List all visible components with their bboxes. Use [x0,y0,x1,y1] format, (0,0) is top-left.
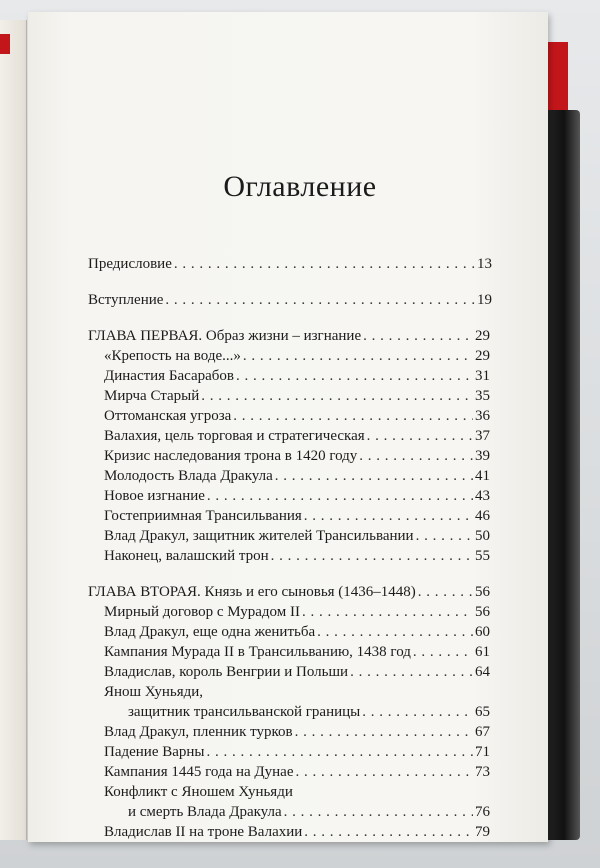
toc-entry-label: Оттоманская угроза [104,408,232,424]
toc-entry-label: Владислав II на троне Валахии [104,824,303,840]
leader-dots [201,388,473,405]
toc-entry-page: 61 [475,644,490,660]
toc-entry-label: Мирча Старый [104,388,200,404]
leader-dots [233,408,473,425]
toc-entry [104,468,490,485]
leader-dots [284,804,473,821]
toc-entry [128,704,490,721]
leader-dots [304,508,473,525]
toc-entry [104,448,490,465]
toc-entry-label: Молодость Влада Дракула [104,468,273,484]
leader-dots [317,624,473,641]
toc-entry-page: 65 [475,704,490,720]
leader-dots [207,488,473,505]
toc-entry [104,604,490,621]
leader-dots [416,528,473,545]
toc-entry [104,548,490,565]
toc-entry [104,824,490,841]
leader-dots [275,468,473,485]
toc-entry-page: 36 [475,408,490,424]
toc-entry-page: 73 [475,764,490,780]
leader-dots [350,664,473,681]
toc-entry-label: ГЛАВА ВТОРАЯ. Князь и его сыновья (1436–1448) [88,584,416,600]
toc-entry-label: Влад Дракул, пленник турков [104,724,293,740]
toc-entry [104,764,490,781]
toc-entry [88,292,492,309]
toc-entry [104,408,490,425]
toc-entry-label: ГЛАВА ПЕРВАЯ. Образ жизни – изгнание [88,328,362,344]
leader-dots [304,824,473,841]
toc-entry-label: Янош Хуньяди, [104,684,204,700]
leader-dots [243,348,473,365]
toc-entry-label: Мирный договор с Мурадом II [104,604,300,620]
toc-entry-page: 43 [475,488,490,504]
toc-entry-page: 35 [475,388,490,404]
toc-entry-page: 39 [475,448,490,464]
toc-entry-label: Кампания 1445 года на Дунае [104,764,294,780]
toc-entry-page: 60 [475,624,490,640]
toc-entry-label: Падение Варны [104,744,205,760]
leader-dots [271,548,473,565]
leader-dots [362,704,473,721]
toc-chapter-entry [88,584,490,601]
toc-entry-label: Влад Дракул, защитник жителей Трансильвании [104,528,414,544]
toc-entry [104,508,490,525]
leader-dots [174,256,475,273]
toc-entry-label: Новое изгнание [104,488,205,504]
leader-dots [295,724,473,741]
toc-entry-page: 55 [475,548,490,564]
toc-entry-label: Наконец, валашский трон [104,548,269,564]
leader-dots [302,604,473,621]
toc-entry [128,804,490,821]
toc-chapter-entry [88,328,490,345]
toc-entry-page: 37 [475,428,490,444]
leader-dots [359,448,473,465]
toc-entry-page: 50 [475,528,490,544]
toc-entry [104,488,490,505]
toc-entry-label: Предисловие [88,256,172,272]
toc-entry [104,644,490,661]
toc-entry-label: «Крепость на воде...» [104,348,241,364]
leader-dots [165,292,475,309]
toc-entry-page: 56 [475,584,490,600]
toc-entry-page: 56 [475,604,490,620]
toc-entry [104,368,490,385]
leader-dots [296,764,474,781]
toc-entry-label: Кампания Мурада II в Трансильванию, 1438 год [104,644,411,660]
toc-entry [104,428,490,445]
toc-entry-page: 76 [475,804,490,820]
toc-entry-page: 29 [475,348,490,364]
toc-entry [104,724,490,741]
toc-entry-label: и смерть Влада Дракула [128,804,282,820]
toc-entry [104,348,490,365]
toc-entry-page: 19 [477,292,492,308]
toc-entry-page: 71 [475,744,490,760]
toc-entry-page: 13 [477,256,492,272]
leader-dots [418,584,473,601]
leader-dots [207,744,473,761]
toc-entry-page: 41 [475,468,490,484]
page-title: Оглавление [223,170,377,203]
leader-dots [236,368,473,385]
toc-entry-page: 67 [475,724,490,740]
toc-entry [104,744,490,761]
toc-entry-page: 64 [475,664,490,680]
toc-entry [104,528,490,545]
toc-entry-label: Кризис наследования трона в 1420 году [104,448,358,464]
toc-entry-page: 29 [475,328,490,344]
leader-dots [413,644,473,661]
toc-entry [104,624,490,641]
toc-entry-label: защитник трансильванской границы [128,704,361,720]
toc-entry-label: Гостеприимная Трансильвания [104,508,302,524]
toc-entry [88,256,492,273]
toc-entry-label: Владислав, король Венгрии и Польши [104,664,349,680]
toc-entry-label: Династия Басарабов [104,368,234,384]
toc-entry [104,664,490,681]
leader-dots [363,328,473,345]
toc-entry-label: Конфликт с Яношем Хуньяди [104,784,293,800]
toc-entry-page: 31 [475,368,490,384]
toc-entry-label: Вступление [88,292,164,308]
toc-entry-label: Влад Дракул, еще одна женитьба [104,624,316,640]
toc-entry-page: 46 [475,508,490,524]
toc-entry-label: Валахия, цель торговая и стратегическая [104,428,365,444]
toc-entry [104,388,490,405]
toc-entry-page: 79 [475,824,490,840]
leader-dots [367,428,473,445]
